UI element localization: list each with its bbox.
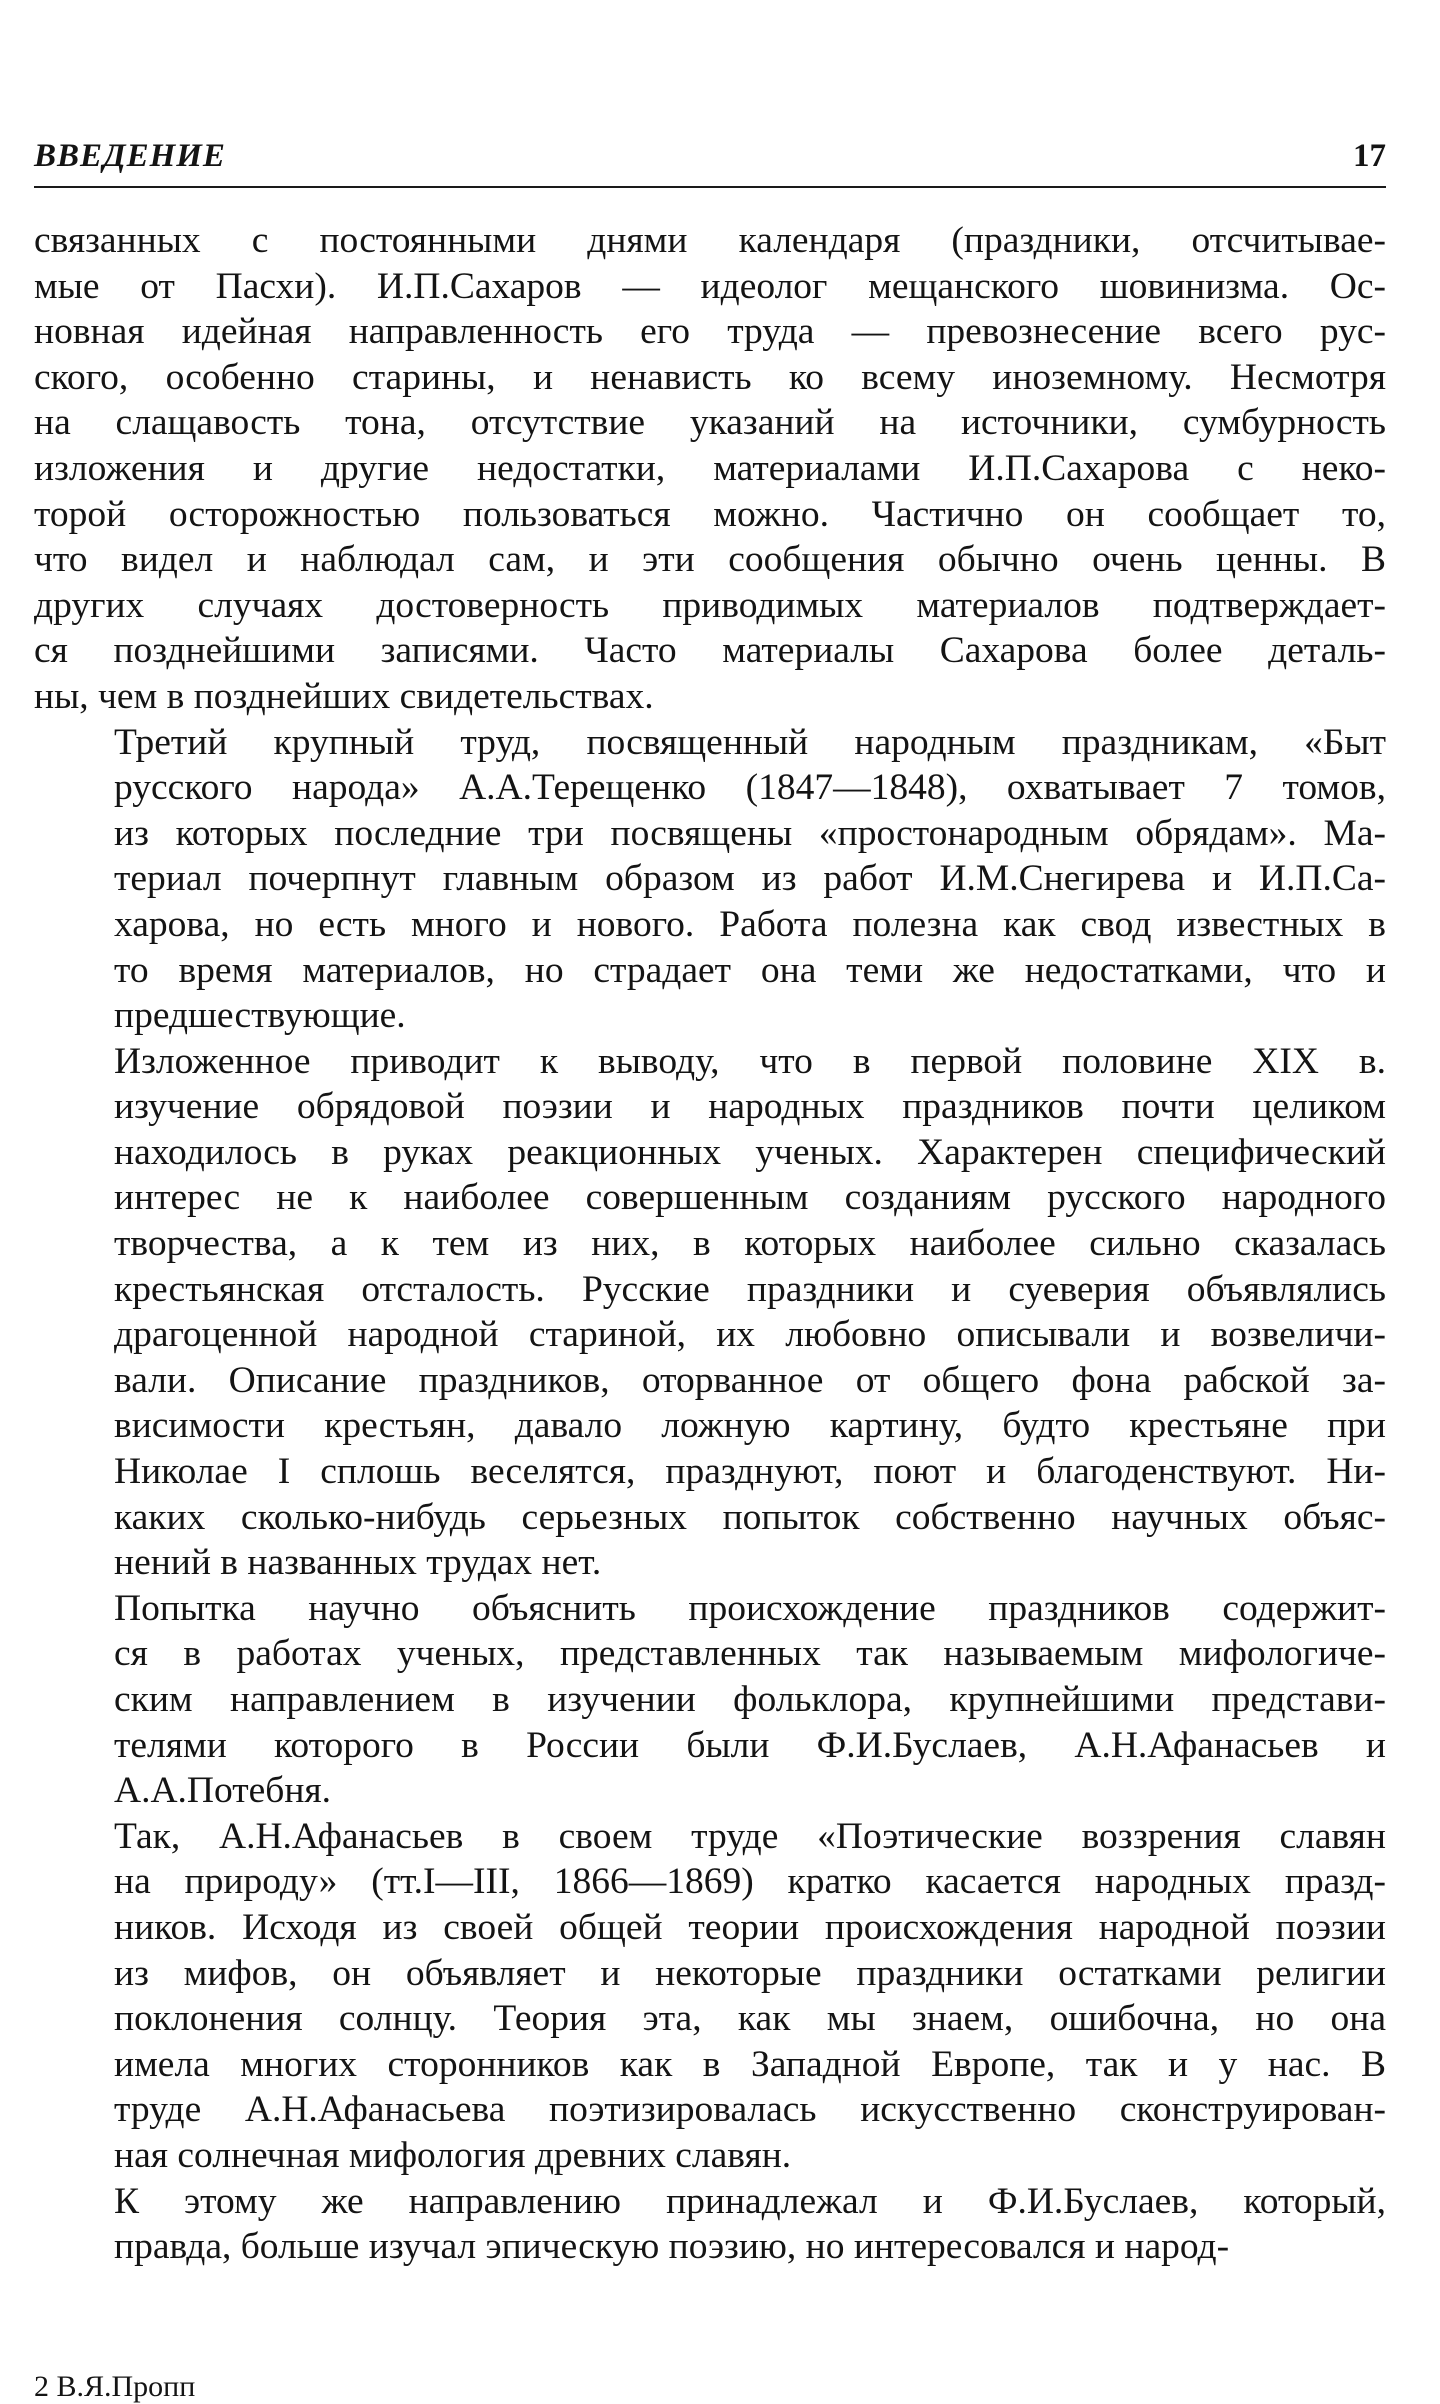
paragraph: [34, 1039, 1386, 1586]
text-line: ся позднейшими записями. Часто материалы Сахарова более деталь-: [34, 630, 1386, 672]
text-line: ским направлением в изучении фольклора, крупнейшими представи-: [114, 1679, 1386, 1720]
text-line: других случаях достоверность приводимых материалов подтверждает-: [34, 584, 1386, 626]
text-line: ся в работах ученых, представленных так называемым мифологиче-: [114, 1633, 1386, 1675]
text-line: телями которого в России были Ф.И.Буслаев, А.Н.Афанасьев и: [114, 1724, 1386, 1766]
text-line: Попытка научно объяснить происхождение праздников содержит-: [114, 1587, 1386, 1629]
text-line: на природу» (тт.I—III, 1866—1869) кратко касается народных празд-: [114, 1861, 1386, 1903]
text-line: то время материалов, но страдает она теми же недостатками, что и: [114, 949, 1386, 991]
text-line: висимости крестьян, давало ложную картину, будто крестьяне при: [114, 1405, 1386, 1447]
text-line: мые от Пасхи). И.П.Сахаров — идеолог мещанского шовинизма. Ос-: [34, 265, 1386, 307]
text-line: териал почерпнут главным образом из работ И.М.Снегирева и И.П.Са-: [114, 858, 1386, 900]
text-line: изучение обрядовой поэзии и народных праздников почти целиком: [114, 1086, 1386, 1128]
text-line: ников. Исходя из своей общей теории происхождения народной поэзии: [114, 1906, 1386, 1948]
text-line: новная идейная направленность его труда — превознесение всего рус-: [34, 311, 1386, 353]
text-line: на слащавость тона, отсутствие указаний на источники, сумбурность: [34, 402, 1386, 444]
paragraph: [34, 218, 1386, 720]
text-line: изложения и другие недостатки, материалами И.П.Сахарова с неко-: [34, 447, 1386, 489]
text-line: из которых последние три посвящены «простонародным обрядам». Ма-: [114, 812, 1386, 854]
chapter-title: ВВЕДЕНИЕ: [34, 138, 226, 174]
text-line: нений в названных трудах нет.: [114, 1542, 602, 1584]
body-text: [34, 218, 1386, 2270]
text-line: ны, чем в позднейших свидетельствах.: [34, 675, 654, 717]
running-header: [34, 138, 1386, 188]
text-line: ского, особенно старины, и ненависть ко всему иноземному. Несмотря: [34, 356, 1386, 398]
text-line: что видел и наблюдал сам, и эти сообщения обычно очень ценны. В: [34, 539, 1386, 581]
text-line: каких сколько-нибудь серьезных попыток собственно научных объяс-: [114, 1496, 1386, 1538]
text-line: А.А.Потебня.: [114, 1770, 332, 1812]
text-line: находилось в руках реакционных ученых. Характерен специфический: [114, 1131, 1386, 1173]
text-line: интерес не к наиболее совершенным созданиям русского народного: [114, 1177, 1386, 1219]
text-line: ная солнечная мифология древних славян.: [114, 2134, 792, 2176]
text-line: К этому же направлению принадлежал и Ф.И.Буслаев, который,: [114, 2180, 1386, 2222]
paragraph: [34, 1814, 1386, 2179]
text-line: Изложенное приводит к выводу, что в первой половине XIX в.: [114, 1040, 1386, 1082]
text-line: крестьянская отсталость. Русские праздники и суеверия объявлялись: [114, 1268, 1386, 1310]
text-line: драгоценной народной стариной, их любовно описывали и возвеличи-: [114, 1314, 1386, 1356]
text-line: связанных с постоянными днями календаря (праздники, отсчитывае-: [34, 220, 1386, 261]
text-line: русского народа» А.А.Терещенко (1847—1848), охватывает 7 томов,: [114, 767, 1386, 809]
text-line: творчества, а к тем из них, в которых наиболее сильно сказалась: [114, 1223, 1386, 1265]
paragraph: [34, 720, 1386, 1039]
page-number: 17: [1353, 138, 1386, 174]
text-line: торой осторожностью пользоваться можно. Частично он сообщает то,: [34, 493, 1386, 535]
text-line: труде А.Н.Афанасьева поэтизировалась искусственно сконструирован-: [114, 2089, 1386, 2131]
text-line: имела многих сторонников как в Западной Европе, так и у нас. В: [114, 2043, 1386, 2085]
text-line: Так, А.Н.Афанасьев в своем труде «Поэтические воззрения славян: [114, 1815, 1386, 1857]
text-line: вали. Описание праздников, оторванное от общего фона рабской за-: [114, 1359, 1386, 1401]
text-line: Николае I сплошь веселятся, празднуют, поют и благоденствуют. Ни-: [114, 1451, 1386, 1493]
paragraph: [34, 1586, 1386, 1814]
text-line: Третий крупный труд, посвященный народным праздникам, «Быт: [114, 721, 1386, 763]
text-line: правда, больше изучал эпическую поэзию, но интересовался и народ-: [114, 2226, 1230, 2268]
text-line: из мифов, он объявляет и некоторые праздники остатками религии: [114, 1952, 1386, 1994]
text-line: поклонения солнцу. Теория эта, как мы знаем, ошибочна, но она: [114, 1998, 1386, 2040]
paragraph: [34, 2179, 1386, 2270]
text-line: харова, но есть много и нового. Работа полезна как свод известных в: [114, 903, 1386, 945]
text-line: предшествующие.: [114, 995, 406, 1037]
signature-mark: 2 В.Я.Пропп: [34, 2370, 196, 2403]
